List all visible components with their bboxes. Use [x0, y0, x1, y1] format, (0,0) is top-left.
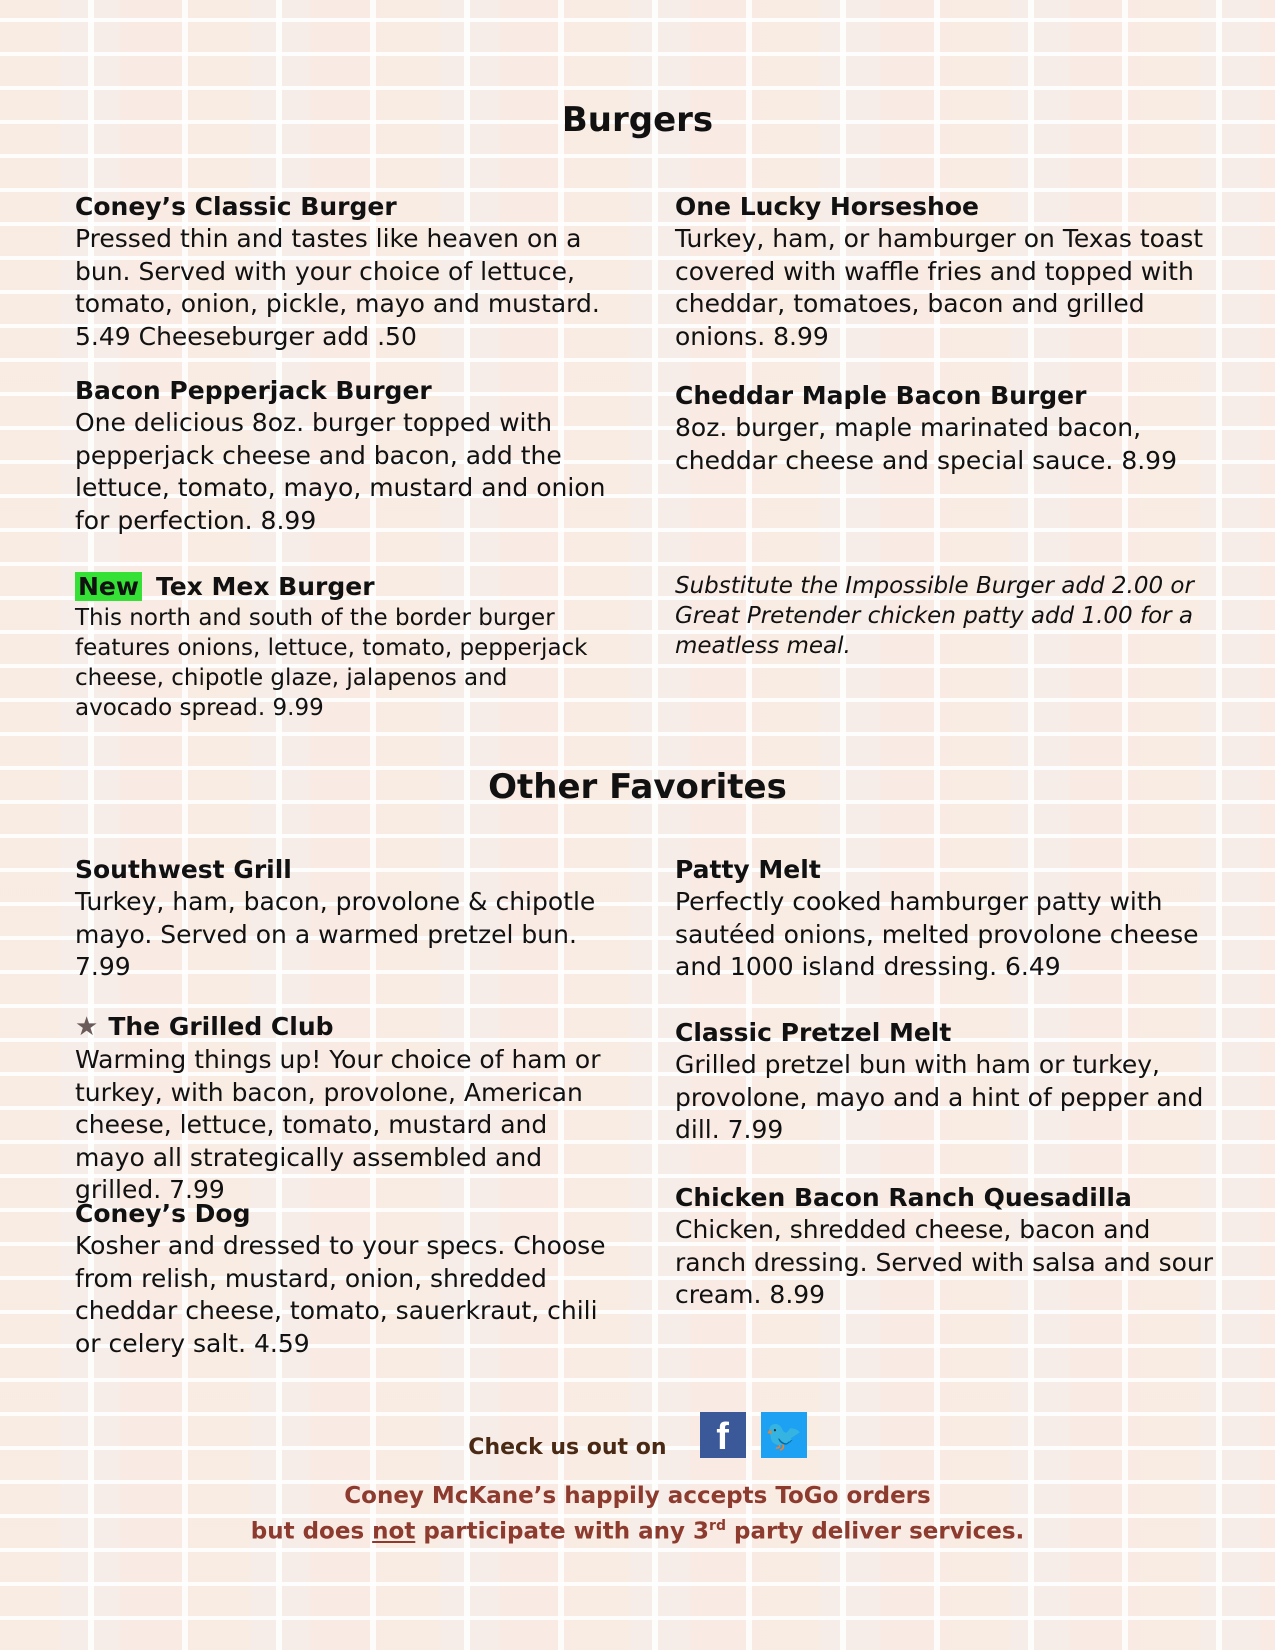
item-description: Grilled pretzel bun with ham or turkey, provolone, mayo and a hint of pepper and dill. 7.99: [675, 1050, 1204, 1144]
substitution-note: Substitute the Impossible Burger add 2.00 or Great Pretender chicken patty add 1.00 for a meatless meal.: [675, 573, 1194, 659]
menu-item-one-lucky-horseshoe: [675, 190, 1215, 353]
footer-text: party deliver services.: [725, 1518, 1025, 1545]
item-name: Coney’s Dog: [75, 1199, 251, 1228]
item-description: Kosher and dressed to your specs. Choose from relish, mustard, onion, shredded cheddar cheese, tomato, sauerkraut, chili or celery salt. 4.59: [75, 1231, 606, 1358]
item-name-row: [75, 570, 600, 603]
menu-item-cheddar-maple-bacon-burger: [675, 379, 1215, 477]
togo-footer: [0, 1481, 1275, 1547]
item-name: The Grilled Club: [108, 1012, 334, 1041]
menu-item-patty-melt: [675, 853, 1215, 984]
menu-item-coneys-dog: [75, 1197, 615, 1360]
item-description: Pressed thin and tastes like heaven on a bun. Served with your choice of lettuce, tomato, onion, pickle, mayo and mustard. 5.49 Cheeseburger add .50: [75, 224, 600, 351]
twitter-icon[interactable]: 🐦: [761, 1412, 807, 1458]
footer-superscript: rd: [709, 1518, 726, 1534]
item-name: Coney’s Classic Burger: [75, 192, 397, 221]
footer-text: participate with any 3: [415, 1518, 710, 1545]
menu-item-the-grilled-club: [75, 1010, 615, 1207]
facebook-icon[interactable]: f: [700, 1412, 746, 1458]
footer-emphasis: not: [372, 1518, 416, 1545]
item-name: Classic Pretzel Melt: [675, 1018, 952, 1047]
menu-item-tex-mex-burger: [75, 570, 600, 723]
menu-item-chicken-bacon-ranch-quesadilla: [675, 1181, 1215, 1312]
menu-item-classic-pretzel-melt: [675, 1016, 1215, 1147]
burgers-section-title: Burgers: [561, 100, 714, 140]
item-description: Turkey, ham, bacon, provolone & chipotle mayo. Served on a warmed pretzel bun. 7.99: [75, 887, 596, 981]
item-name: Tex Mex Burger: [155, 572, 375, 601]
menu-item-southwest-grill: [75, 853, 615, 984]
item-description: Warming things up! Your choice of ham or turkey, with bacon, provolone, American cheese, lettuce, tomato, mustard and mayo all strategically assembled and grilled. 7.99: [75, 1045, 601, 1204]
item-name: Patty Melt: [675, 855, 821, 884]
social-links: [0, 1412, 1275, 1458]
menu-item-bacon-pepperjack-burger: [75, 374, 615, 537]
footer-line-2: [0, 1511, 1275, 1547]
item-name: Chicken Bacon Ranch Quesadilla: [675, 1183, 1132, 1212]
new-badge: New: [75, 572, 142, 601]
item-description: Chicken, shredded cheese, bacon and ranch dressing. Served with salsa and sour cream. 8.99: [675, 1215, 1214, 1309]
item-name: Cheddar Maple Bacon Burger: [675, 381, 1087, 410]
item-name: Southwest Grill: [75, 855, 292, 884]
menu-item-coneys-classic-burger: [75, 190, 615, 353]
footer-text: but does: [250, 1518, 373, 1545]
footer-line-1: Coney McKane’s happily accepts ToGo orders: [344, 1483, 931, 1509]
item-name: Bacon Pepperjack Burger: [75, 376, 432, 405]
item-description: One delicious 8oz. burger topped with pepperjack cheese and bacon, add the lettuce, tomato, mayo, mustard and onion for perfection. 8.99: [75, 408, 606, 535]
other-favorites-section-title: Other Favorites: [488, 767, 787, 807]
item-description: Turkey, ham, or hamburger on Texas toast covered with waffle fries and topped with cheddar, tomatoes, bacon and grilled onions. 8.99: [675, 224, 1204, 351]
social-text: Check us out on: [468, 1434, 667, 1460]
item-description: 8oz. burger, maple marinated bacon, cheddar cheese and special sauce. 8.99: [675, 413, 1177, 475]
star-icon: ★: [75, 1012, 99, 1042]
item-description: Perfectly cooked hamburger patty with sautéed onions, melted provolone cheese and 1000 island dressing. 6.49: [675, 887, 1199, 981]
item-name: One Lucky Horseshoe: [675, 192, 979, 221]
item-description: This north and south of the border burger features onions, lettuce, tomato, pepperjack cheese, chipotle glaze, jalapenos and avocado spread. 9.99: [75, 605, 588, 721]
item-name-row: [75, 1010, 615, 1044]
